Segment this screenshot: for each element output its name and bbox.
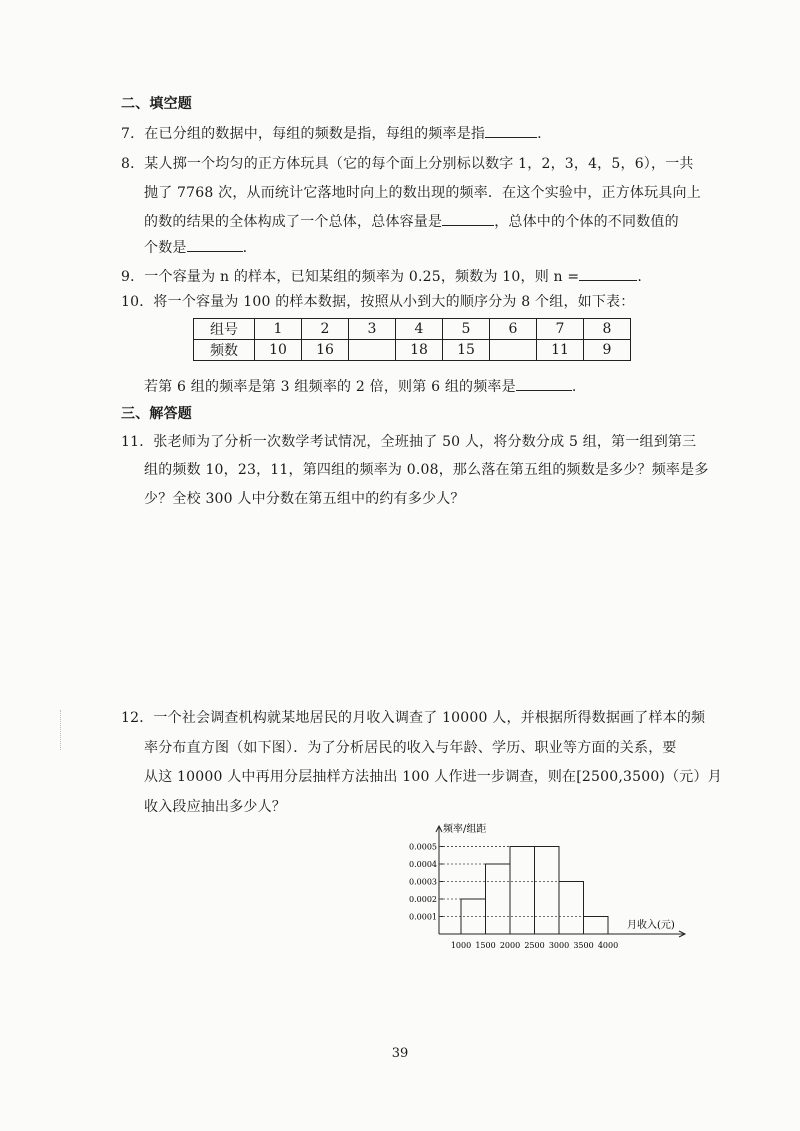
table-cell: 7 [537,319,584,340]
question-10-intro: 10．将一个容量为 100 的样本数据，按照从小到大的顺序分为 8 个组，如下表： [121,294,635,310]
y-tick-label: 0.0004 [409,860,437,869]
chart-x-label: 月收入(元) [627,920,675,931]
histogram-bar [510,847,535,935]
x-tick-label: 2000 [499,941,521,950]
question-8-line-3a: 的数的结果的全体构成了一个总体，总体容量是 [144,214,443,230]
x-tick-label: 4000 [597,941,619,950]
y-tick-label: 0.0003 [409,877,437,887]
question-9-text: 9．一个容量为 n 的样本，已知某组的频率为 0.25，频数为 10，则 n = [121,269,580,285]
question-8-line-4b: . [242,240,248,256]
answer-blank[interactable] [442,211,494,226]
row-header-count: 频数 [194,340,255,361]
question-7-text: 7．在已分组的数据中，每组的频数是指，每组的频率是指 [121,126,486,142]
question-12-line-4: 收入段应抽出多少人？ [144,799,286,815]
margin-binding-dots [60,710,63,750]
chart-x-ticks [451,941,618,950]
table-row [194,319,631,340]
question-8-line-2: 抛了 7768 次，从而统计它落地时向上的数出现的频率．在这个实验中，正方体玩具向上 [144,185,701,201]
y-tick-label: 0.0001 [409,912,437,922]
question-7 [121,123,542,144]
x-tick-label: 3000 [548,941,570,950]
table-cell: 9 [584,340,631,361]
table-cell: 8 [584,319,631,340]
histogram-bar [584,917,609,935]
frequency-table [193,318,631,361]
answer-blank[interactable] [485,123,537,138]
table-cell: 5 [443,319,490,340]
histogram-bar [535,847,560,935]
income-histogram [395,820,695,960]
table-cell: 18 [396,340,443,361]
section-heading-fill-blank: 二、填空题 [121,96,192,112]
question-10-after: 若第 6 组的频率是第 3 组频率的 2 倍，则第 6 组的频率是 [144,379,516,395]
answer-blank[interactable] [187,237,243,252]
answer-blank[interactable] [516,376,572,391]
question-7-tail: . [537,126,542,142]
y-tick-label: 0.0002 [409,895,437,904]
x-tick-label: 3500 [573,941,594,950]
histogram-bar [486,864,511,934]
table-row [194,340,631,361]
question-9 [121,266,642,287]
question-8-line-4a: 个数是 [144,240,187,256]
table-cell: 6 [490,319,537,340]
question-12-line-3: 从这 10000 人中再用分层抽样方法抽出 100 人作进一步调查，则在[2500,3500)（元）月 [144,769,722,785]
question-8-line-3 [144,211,679,232]
section-heading-answer: 三、解答题 [121,406,192,422]
question-9-tail: . [637,269,643,285]
row-header-group: 组号 [194,319,255,340]
table-cell: 15 [443,340,490,361]
question-8-line-4 [144,237,247,258]
table-cell: 16 [302,340,349,361]
histogram-bar [559,882,584,935]
question-11-line-2: 组的频数 10，23，11，第四组的频率为 0.08，那么落在第五组的频数是多少？频率是多 [144,462,709,478]
page-number: 39 [391,1046,409,1061]
question-10-followup [144,376,577,397]
chart-y-label: 频率/组距 [443,824,487,835]
chart-bars [461,847,608,935]
question-12-line-2: 率分布直方图（如下图）．为了分析居民的收入与年龄、学历、职业等方面的关系，要 [144,740,677,756]
table-cell: 11 [537,340,584,361]
question-11-line-1: 11．张老师为了分析一次数学考试情况，全班抽了 50 人，将分数分成 5 组，第一组到第三 [121,434,697,450]
x-tick-label: 1000 [450,941,472,950]
table-cell: 10 [255,340,302,361]
question-8-line-3b: ，总体中的个体的不同数值的 [494,214,679,230]
chart-y-ticks [409,843,437,922]
question-12-line-1: 12．一个社会调查机构就某地居民的月收入调查了 10000 人，并根据所得数据画了样本的频 [121,710,706,726]
table-cell: 1 [255,319,302,340]
x-tick-label: 2500 [524,941,545,950]
question-8-line-1: 8．某人掷一个均匀的正方体玩具（它的每个面上分别标以数字 1，2，3，4，5，6），一共 [121,156,694,172]
x-tick-label: 1500 [475,941,496,950]
y-tick-label: 0.0005 [409,842,437,852]
table-cell: 4 [396,319,443,340]
table-cell: 2 [302,319,349,340]
table-cell: 3 [349,319,396,340]
question-10-tail: . [571,379,577,395]
table-cell [349,340,396,361]
table-cell [490,340,537,361]
question-11-line-3: 少？全校 300 人中分数在第五组中的约有多少人？ [144,491,465,507]
answer-blank[interactable] [579,266,637,281]
